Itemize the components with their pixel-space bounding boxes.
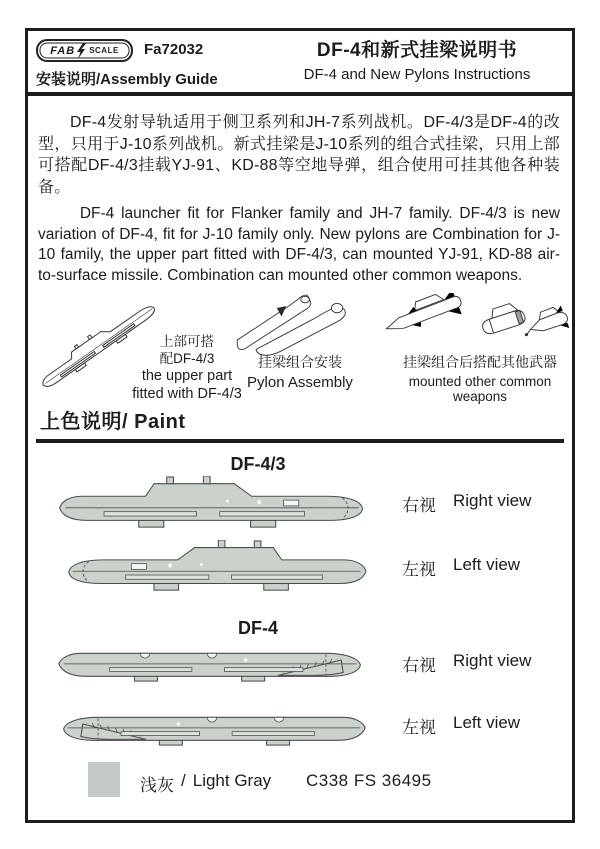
color-code: C338 FS 36495 [306,771,432,790]
df4-left-view-drawing [53,702,371,747]
lightning-bolt-icon [77,43,87,59]
view-label-cn: 右视 [402,496,436,515]
view-label-cn: 左视 [402,718,436,737]
fab-scale-logo [36,39,133,62]
df4-right-view-label [402,651,531,676]
intro-paragraph-cn: DF-4发射导轨适用于侧卫系列和JH-7系列战机。DF-4/3是DF-4的改型，只用于J-10系列战机。新式挂梁是J-10系列的组合式挂梁，只用上部可搭配DF-4/3挂载YJ-91、KD-88等空地导弹，组合使用可挂其他各种装备。 [38,114,560,196]
view-label-cn: 左视 [402,560,436,579]
page-frame [25,28,575,823]
figure1-caption-cn-line1: 上部可搭 [160,334,214,349]
view-label-en: Right view [453,651,532,670]
df4-right-view-drawing [53,638,371,683]
sheet-title-block [266,35,568,83]
assembly-guide-label: 安装说明/Assembly Guide [36,71,218,88]
df43-left-view-label [402,555,520,580]
view-label-en: Left view [453,555,521,574]
color-name [140,771,271,796]
logo-fab-text: FAB [50,44,76,57]
figure2-caption-cn: 挂梁组合安装 [258,354,342,370]
other-weapons-drawing [380,293,574,351]
df43-model-name: DF-4/3 [230,454,286,474]
product-code: Fa72032 [144,41,204,58]
df4-model-name: DF-4 [238,618,278,638]
figure1-caption-en-line2: fitted with DF-4/3 [132,386,242,402]
paint-section-heading: 上色说明/ Paint [40,411,186,433]
view-label-cn: 右视 [402,656,436,675]
sheet-title-cn: DF-4和新式挂梁说明书 [316,40,518,61]
intro-paragraph-en: DF-4 launcher fit for Flanker family and JH-7 family. DF-4/3 is new variation of DF-4, fit for J-10 family only. New pylons are Combination for J-10 family, the upper part fitted with DF-4/3, can mounted YJ-91, KD-88 air-to-surface missile. Combination can mounted other common weapons. [38,205,560,284]
color-name-en: Light Gray [192,771,272,790]
figure3-caption-cn: 挂梁组合后搭配其他武器 [403,354,557,370]
logo-scale-text: SCALE [89,46,119,55]
figure3-caption-en: mounted other common weapons [408,374,552,404]
df4-left-view-label [402,713,520,738]
figure1-caption-cn-line2: 配DF-4/3 [159,351,215,366]
light-gray-swatch [88,762,120,797]
view-label-en: Right view [453,491,532,510]
header-divider [28,92,572,96]
paint-divider [36,439,564,443]
color-name-cn: 浅灰 [140,776,174,795]
pylon-assembly-drawing [230,293,365,357]
sheet-title-en: DF-4 and New Pylons Instructions [303,66,531,83]
df43-right-view-drawing [53,476,373,530]
view-label-en: Left view [453,713,521,732]
df43-right-view-label [402,491,531,516]
df43-left-view-drawing [58,540,373,593]
figure2-caption-en: Pylon Assembly [247,374,353,391]
figure1-caption-en-line1: the upper part [141,368,233,384]
color-name-separator: / [181,771,186,790]
